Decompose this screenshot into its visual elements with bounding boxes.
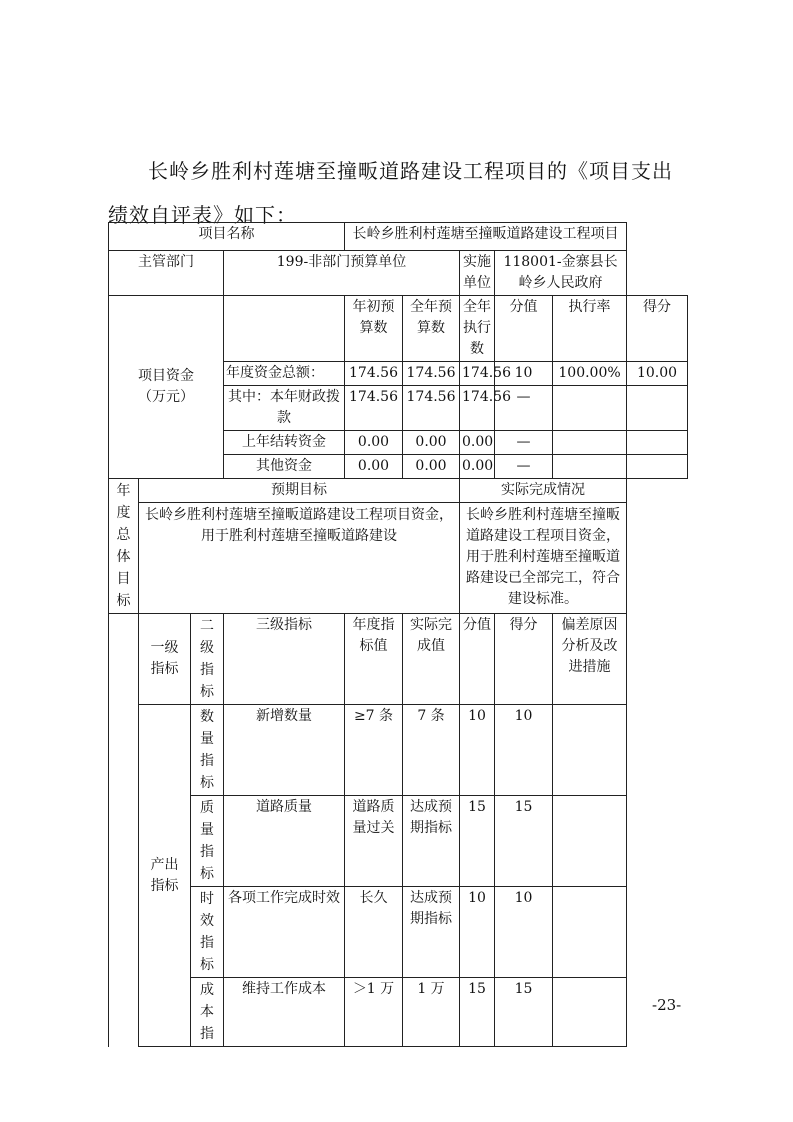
- funds-header-6: 得分: [627, 296, 688, 362]
- funds-cell: 0.00: [460, 455, 495, 479]
- score: 15: [495, 796, 553, 887]
- funds-cell: [627, 431, 688, 455]
- actual-value: 达成预期指标: [403, 796, 460, 887]
- funds-cell: 10.00: [627, 362, 688, 386]
- level3-indicator: 各项工作完成时效: [224, 887, 345, 978]
- heading-line-2: 绩效自评表》如下：: [108, 203, 297, 227]
- dept-value: 199-非部门预算单位: [224, 251, 460, 296]
- funds-cell: 174.56: [460, 386, 495, 431]
- funds-cell: —: [495, 431, 553, 455]
- level3-indicator: 新增数量: [224, 705, 345, 796]
- level2-indicator-text: 质量指标: [199, 800, 214, 882]
- ind-header-score-value: 分值: [460, 614, 495, 705]
- deviation-cell: [553, 796, 627, 887]
- funds-cell: 174.56: [403, 362, 460, 386]
- level2-indicator: [191, 796, 224, 887]
- page-number: -23-: [652, 996, 682, 1014]
- target-value: 道路质量过关: [345, 796, 403, 887]
- funds-cell: 174.56: [403, 386, 460, 431]
- funds-cell: 100.00%: [553, 362, 627, 386]
- level1-output-indicator: 产出指标: [139, 705, 191, 1047]
- ind-header-score: 得分: [495, 614, 553, 705]
- target-value: ＞1 万: [345, 978, 403, 1047]
- funds-header-2: 全年预算数: [403, 296, 460, 362]
- annual-goal-label-text: 年度总体目标: [116, 483, 131, 609]
- level2-indicator-text: 数量指标: [199, 709, 214, 791]
- performance-indicator-side: [109, 614, 139, 1047]
- funds-row-label: 其中：本年财政拨款: [224, 386, 345, 431]
- score-value: 15: [460, 796, 495, 887]
- deviation-cell: [553, 978, 627, 1047]
- actual-result-text: 长岭乡胜利村莲塘至撞畈道路建设工程项目资金，用于胜利村莲塘至撞畈道路建设已全部完工，符合建设标准。: [460, 503, 627, 614]
- funds-cell: 10: [495, 362, 553, 386]
- ind-header-target: 年度指标值: [345, 614, 403, 705]
- level2-indicator-text: 时效指标: [199, 891, 214, 973]
- funds-cell: —: [495, 386, 553, 431]
- funds-header-4: 分值: [495, 296, 553, 362]
- dept-label: 主管部门: [109, 251, 224, 296]
- target-value: ≥7 条: [345, 705, 403, 796]
- actual-result-header: 实际完成情况: [460, 479, 627, 503]
- funds-label: 项目资金（万元）: [109, 296, 224, 479]
- funds-cell: 0.00: [403, 431, 460, 455]
- funds-cell: 0.00: [345, 431, 403, 455]
- actual-value: 7 条: [403, 705, 460, 796]
- ind-header-level2-text: 二级指标: [199, 618, 214, 700]
- funds-cell: 174.56: [345, 362, 403, 386]
- funds-cell: 0.00: [403, 455, 460, 479]
- score: 10: [495, 705, 553, 796]
- score: 15: [495, 978, 553, 1047]
- level3-indicator: 维持工作成本: [224, 978, 345, 1047]
- self-evaluation-table: [108, 222, 688, 1047]
- score-value: 10: [460, 705, 495, 796]
- actual-value: 1 万: [403, 978, 460, 1047]
- funds-cell: [627, 386, 688, 431]
- funds-header-5: 执行率: [553, 296, 627, 362]
- score-value: 10: [460, 887, 495, 978]
- actual-value: 达成预期指标: [403, 887, 460, 978]
- funds-cell: [553, 386, 627, 431]
- level2-indicator: [191, 705, 224, 796]
- funds-cell: —: [495, 455, 553, 479]
- project-name-value: 长岭乡胜利村莲塘至撞畈道路建设工程项目: [345, 223, 627, 251]
- funds-cell: [553, 431, 627, 455]
- score-value: 15: [460, 978, 495, 1047]
- funds-row-label: 上年结转资金: [224, 431, 345, 455]
- funds-header-blank: [224, 296, 345, 362]
- ind-header-deviation: 偏差原因分析及改进措施: [553, 614, 627, 705]
- ind-header-level1: 一级指标: [139, 614, 191, 705]
- funds-header-3: 全年执行数: [460, 296, 495, 362]
- funds-cell: 0.00: [345, 455, 403, 479]
- funds-cell: 0.00: [460, 431, 495, 455]
- funds-row-label: 年度资金总额：: [224, 362, 345, 386]
- annual-goal-label: [109, 479, 139, 614]
- impl-value: 118001-金寨县长岭乡人民政府: [495, 251, 627, 296]
- ind-header-level3: 三级指标: [224, 614, 345, 705]
- level2-indicator: [191, 887, 224, 978]
- funds-row-label: 其他资金: [224, 455, 345, 479]
- score: 10: [495, 887, 553, 978]
- funds-cell: [627, 455, 688, 479]
- level2-indicator: [191, 978, 224, 1047]
- project-name-label: 项目名称: [109, 223, 345, 251]
- impl-label: 实施单位: [460, 251, 495, 296]
- expected-goal-text: 长岭乡胜利村莲塘至撞畈道路建设工程项目资金，用于胜利村莲塘至撞畈道路建设: [139, 503, 460, 614]
- funds-cell: [553, 455, 627, 479]
- level3-indicator: 道路质量: [224, 796, 345, 887]
- level2-indicator-text: 成本指: [199, 982, 214, 1042]
- deviation-cell: [553, 705, 627, 796]
- deviation-cell: [553, 887, 627, 978]
- expected-goal-header: 预期目标: [139, 479, 460, 503]
- funds-cell: 174.56: [345, 386, 403, 431]
- ind-header-level2: [191, 614, 224, 705]
- funds-header-1: 年初预算数: [345, 296, 403, 362]
- target-value: 长久: [345, 887, 403, 978]
- heading-line-1: 长岭乡胜利村莲塘至撞畈道路建设工程项目的《项目支出: [148, 159, 673, 183]
- funds-cell: 174.56: [460, 362, 495, 386]
- ind-header-actual: 实际完成值: [403, 614, 460, 705]
